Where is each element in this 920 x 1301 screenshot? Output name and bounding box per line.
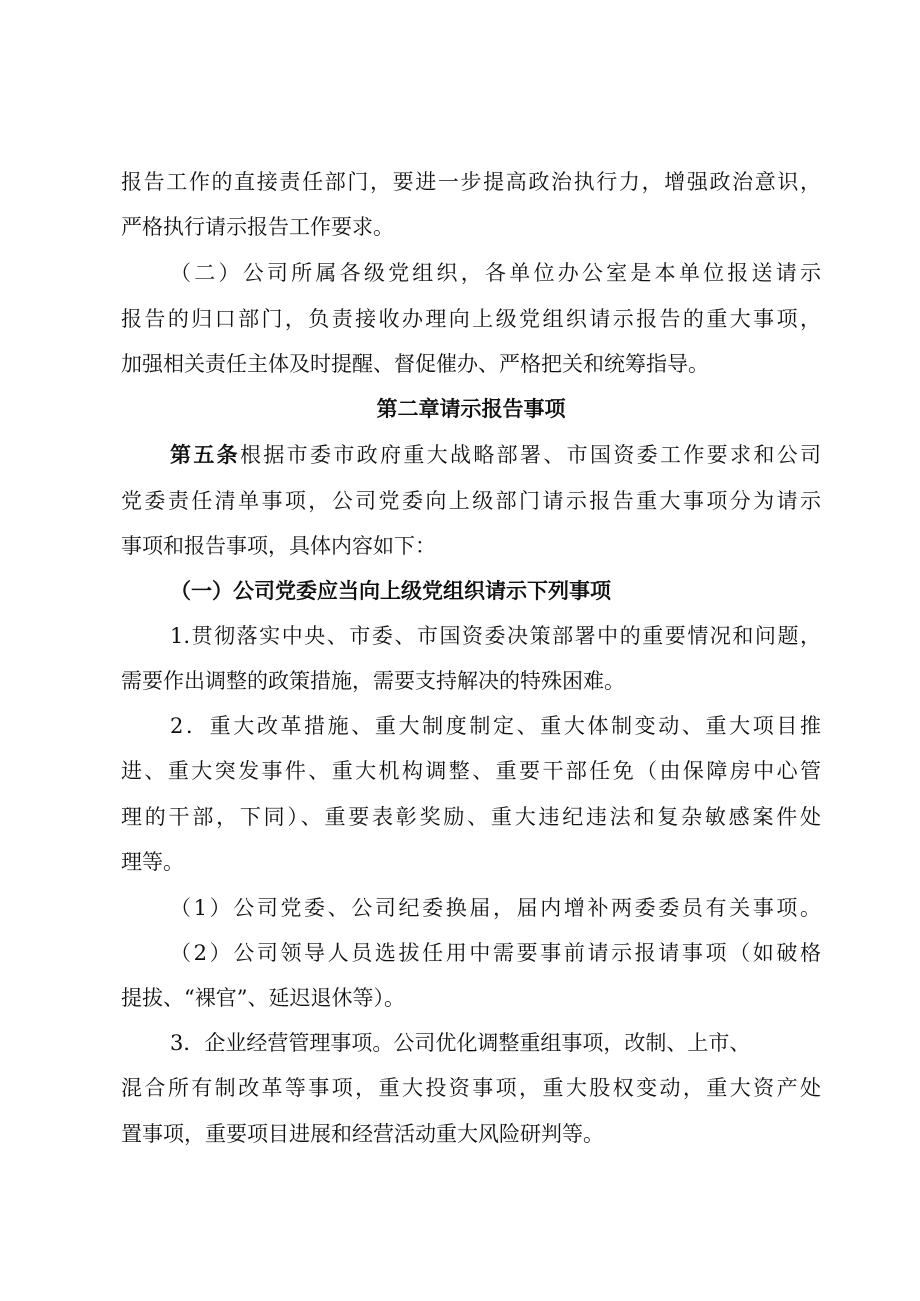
article-lead: 第五条	[170, 443, 240, 467]
chapter-title: 第二章请示报告事项	[376, 397, 566, 421]
paragraph-line: 2．重大改革措施、重大制度制定、重大体制变动、重大项目推	[170, 714, 821, 738]
paragraph-line: 提拔、“裸官”、延迟退休等）。	[121, 986, 405, 1010]
paragraph-line: （2）公司领导人员选拔任用中需要事前请示报请事项（如破格	[170, 941, 821, 965]
paragraph-line: 党委责任清单事项，公司党委向上级部门请示报告重大事项分为请示	[121, 489, 821, 513]
paragraph-line: 报告的归口部门，负责接收办理向上级党组织请示报告的重大事项，	[121, 307, 821, 331]
paragraph-line: 3．企业经营管理事项。公司优化调整重组事项，改制、上市、	[170, 1031, 751, 1055]
paragraph-line: 理等。	[121, 850, 184, 874]
paragraph-line: 混合所有制改革等事项，重大投资事项，重大股权变动，重大资产处	[121, 1076, 821, 1100]
paragraph-line: 加强相关责任主体及时提醒、督促催办、严格把关和统筹指导。	[121, 352, 709, 376]
paragraph-line: 置事项，重要项目进展和经营活动重大风险研判等。	[121, 1122, 604, 1146]
paragraph-line: 1.贯彻落实中央、市委、市国资委决策部署中的重要情况和问题，	[170, 624, 821, 648]
paragraph-line: 需要作出调整的政策措施，需要支持解决的特殊困难。	[121, 669, 625, 693]
paragraph-line: 报告工作的直接责任部门，要进一步提高政治执行力，增强政治意识，	[121, 170, 821, 194]
section-title: （一）公司党委应当向上级党组织请示下列事项	[170, 579, 611, 603]
paragraph-line: 理的干部，下同）、重要表彰奖励、重大违纪违法和复杂敏感案件处	[121, 805, 821, 829]
paragraph-line: （1）公司党委、公司纪委换届，届内增补两委委员有关事项。	[170, 896, 821, 920]
paragraph-line: 进、重大突发事件、重大机构调整、重要干部任免（由保障房中心管	[121, 759, 821, 783]
article-five-line	[170, 440, 821, 470]
paragraph-line: （二）公司所属各级党组织，各单位办公室是本单位报送请示	[170, 261, 821, 285]
paragraph-line: 事项和报告事项，具体内容如下：	[121, 534, 436, 558]
article-text: 根据市委市政府重大战略部署、市国资委工作要求和公司	[240, 443, 821, 467]
paragraph-line: 严格执行请示报告工作要求。	[121, 215, 394, 239]
